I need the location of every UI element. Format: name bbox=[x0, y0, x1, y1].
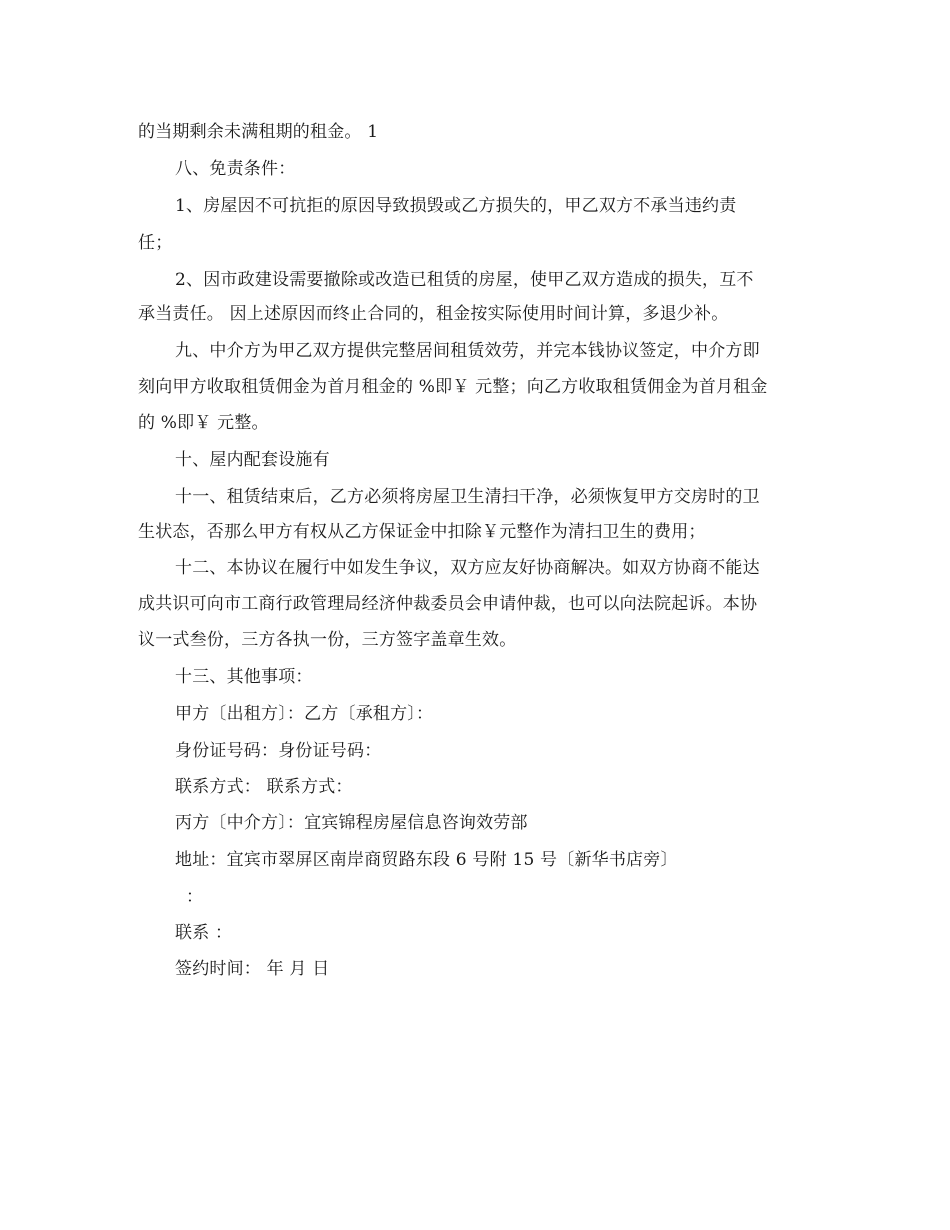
id-number-line: 身份证号码：身份证号码： bbox=[175, 741, 382, 761]
signing-date-line: 签约时间： 年 月 日 bbox=[175, 959, 330, 979]
paragraph-line: 生状态，否那么甲方有权从乙方保证金中扣除￥元整作为清扫卫生的费用； bbox=[138, 522, 706, 542]
paragraph-line: 十二、本协议在履行中如发生争议，双方应友好协商解决。如双方协商不能达 bbox=[175, 558, 760, 578]
paragraph-line: 议一式叁份，三方各执一份，三方签字盖章生效。 bbox=[138, 630, 517, 650]
section-heading-facilities: 十、屋内配套设施有 bbox=[175, 450, 330, 470]
paragraph-line: 九、中介方为甲乙双方提供完整居间租赁效劳，并完本钱协议签定，中介方即 bbox=[175, 341, 760, 361]
colon-line: ： bbox=[186, 887, 204, 907]
section-heading-other: 十三、其他事项： bbox=[175, 667, 313, 687]
section-heading-exemption: 八、免责条件： bbox=[175, 159, 296, 179]
address-line: 地址：宜宾市翠屏区南岸商贸路东段 6 号附 15 号〔新华书店旁〕 bbox=[175, 850, 678, 870]
contact-phone-line: 联系 ： bbox=[175, 923, 233, 943]
paragraph-line: 承当责任。 因上述原因而终止合同的，租金按实际使用时间计算，多退少补。 bbox=[138, 304, 729, 324]
paragraph-line: 十一、租赁结束后，乙方必须将房屋卫生清扫干净，必须恢复甲方交房时的卫 bbox=[175, 487, 760, 507]
party-line: 甲方〔出租方〕：乙方〔承租方〕： bbox=[175, 704, 434, 724]
contact-line: 联系方式： 联系方式： bbox=[175, 777, 353, 797]
paragraph-line: 2、因市政建设需要撤除或改造已租赁的房屋，使甲乙双方造成的损失，互不 bbox=[175, 270, 754, 290]
paragraph-line: 的 %即￥ 元整。 bbox=[138, 413, 269, 433]
paragraph-line: 任； bbox=[138, 233, 173, 253]
agent-party-line: 丙方〔中介方〕：宜宾锦程房屋信息咨询效劳部 bbox=[175, 813, 528, 833]
paragraph-line: 刻向甲方收取租赁佣金为首月租金的 %即￥ 元整；向乙方收取租赁佣金为首月租金 bbox=[138, 377, 768, 397]
paragraph-line: 1、房屋因不可抗拒的原因导致损毁或乙方损失的，甲乙双方不承当违约责 bbox=[175, 196, 737, 216]
paragraph-line: 成共识可向市工商行政管理局经济仲裁委员会申请仲裁，也可以向法院起诉。本协 bbox=[138, 594, 758, 614]
paragraph-line: 的当期剩余未满租期的租金。 1 bbox=[138, 122, 379, 142]
